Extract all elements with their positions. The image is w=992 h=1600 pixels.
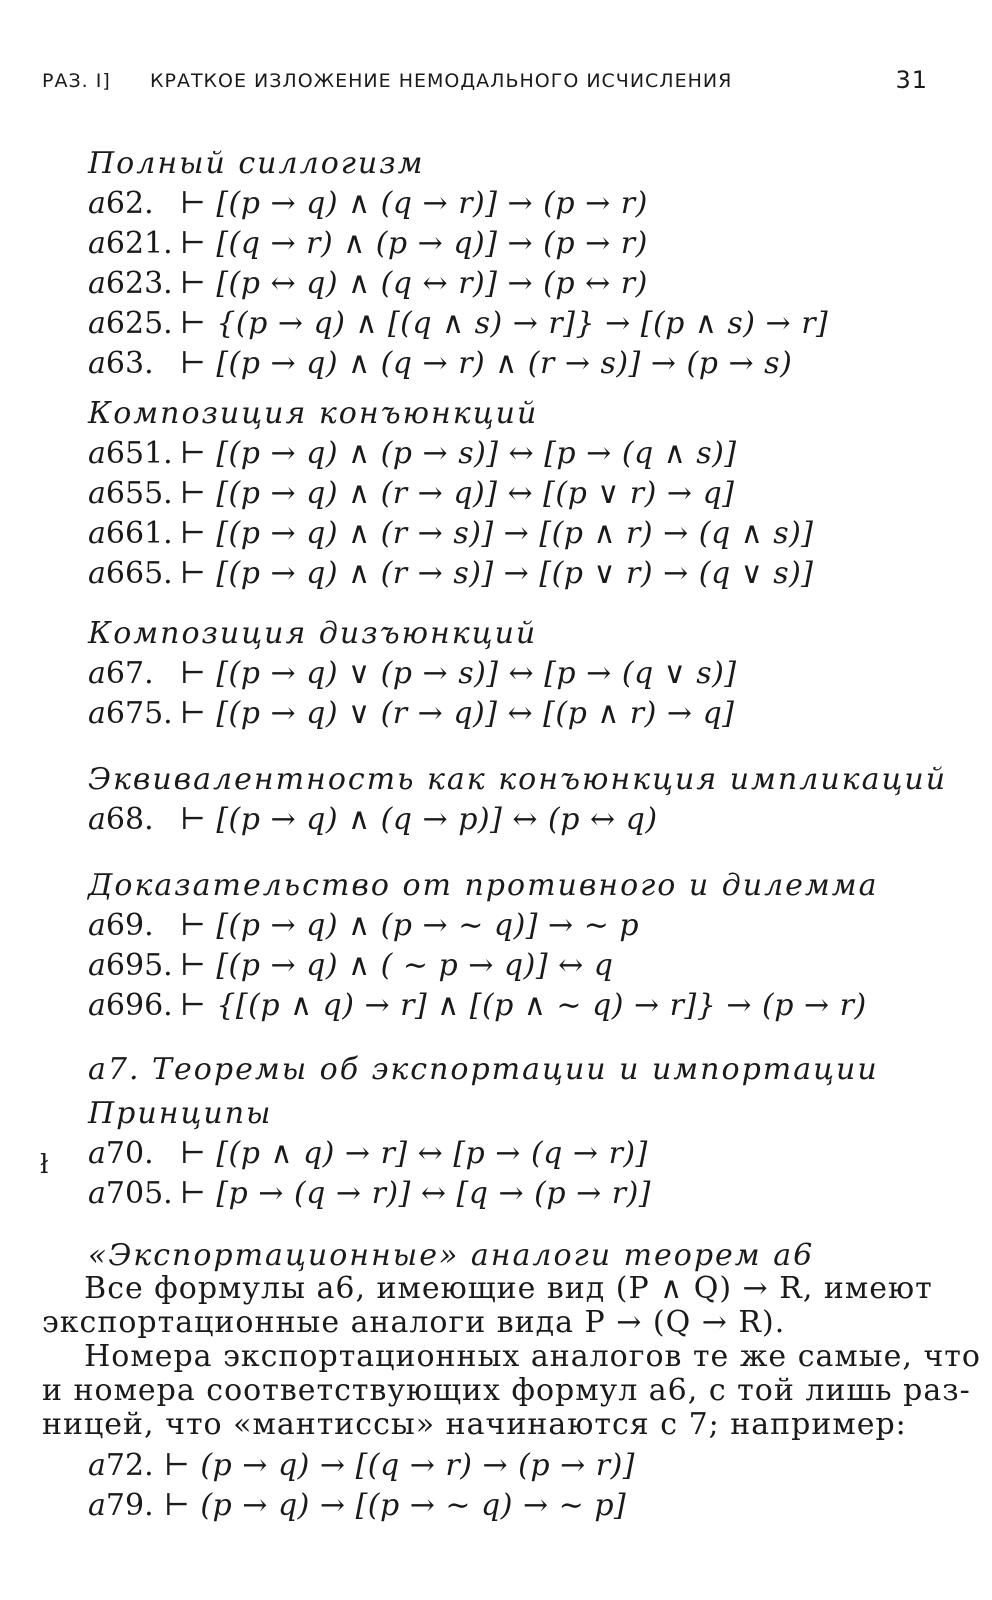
header-title: КРАТКОЕ ИЗЛОЖЕНИЕ НЕМОДАЛЬНОГО ИСЧИСЛЕНИЯ bbox=[150, 70, 733, 92]
formula-row bbox=[88, 1134, 938, 1174]
paragraph-line: ницей, что «мантиссы» начинаются с 7; например: bbox=[42, 1407, 907, 1442]
paragraph-numbering bbox=[42, 1339, 981, 1442]
page-number: 31 bbox=[895, 66, 928, 94]
paragraph-line: Все формулы a6, имеющие вид (P ∧ Q) → R, имеют bbox=[42, 1271, 933, 1306]
formula-label: a70. bbox=[88, 1136, 154, 1171]
formula-expression: ⊢ [(p ∧ q) → r] ↔ [p → (q → r)] bbox=[180, 1136, 648, 1171]
examples-block bbox=[88, 1446, 938, 1526]
formula-row bbox=[88, 344, 938, 384]
formula-row bbox=[88, 906, 938, 946]
section-heading: Доказательство от противного и дилемма bbox=[88, 868, 879, 903]
formula-expression: ⊢ [(p → q) ∧ (q → r)] → (p → r) bbox=[180, 186, 648, 221]
formula-label: a63. bbox=[88, 346, 154, 381]
formula-row bbox=[88, 304, 938, 344]
formula-expression: ⊢ [(p → q) ∧ (r → q)] ↔ [(p ∨ r) → q] bbox=[180, 476, 735, 511]
formula-label: a69. bbox=[88, 908, 154, 943]
section-export-analogues bbox=[88, 1236, 938, 1276]
formula-label: a651. bbox=[88, 436, 173, 471]
section-equivalence bbox=[88, 760, 948, 840]
paragraph-line: Номера экспортационных аналогов те же самые, что bbox=[42, 1339, 981, 1374]
paragraph-line: и номера соответствующих формул a6, с той лишь раз- bbox=[42, 1373, 971, 1408]
formula-label: a621. bbox=[88, 226, 173, 261]
formula-row bbox=[88, 434, 938, 474]
section-heading: «Экспортационные» аналоги теорем a6 bbox=[88, 1238, 815, 1273]
formula-row bbox=[88, 514, 938, 554]
section-heading: Принципы bbox=[88, 1096, 273, 1131]
formula-label: a623. bbox=[88, 266, 173, 301]
formula-expression: ⊢ (p → q) → [(q → r) → (p → r)] bbox=[164, 1448, 636, 1483]
formula-expression: ⊢ [(p → q) ∨ (p → s)] ↔ [p → (q ∨ s)] bbox=[180, 656, 737, 691]
section-ref: РАЗ. I] bbox=[42, 70, 111, 92]
formula-row bbox=[88, 224, 938, 264]
formula-row bbox=[88, 1174, 938, 1214]
section-export-import bbox=[88, 1050, 938, 1090]
section-heading: Композиция конъюнкций bbox=[88, 396, 539, 431]
formula-expression: ⊢ [(p → q) ∧ (r → s)] → [(p ∧ r) → (q ∧ s)] bbox=[180, 516, 814, 551]
formula-label: a68. bbox=[88, 802, 154, 837]
formula-expression: ⊢ [(p → q) ∧ (q → r) ∧ (r → s)] → (p → s) bbox=[180, 346, 793, 381]
section-heading: Полный силлогизм bbox=[88, 146, 425, 181]
formula-row bbox=[88, 474, 938, 514]
section-heading: Композиция дизъюнкций bbox=[88, 616, 538, 651]
formula-row bbox=[88, 800, 938, 840]
formula-expression: ⊢ (p → q) → [(p → ∼ q) → ∼ p] bbox=[164, 1488, 627, 1523]
formula-label: a625. bbox=[88, 306, 173, 341]
formula-expression: ⊢ [(q → r) ∧ (p → q)] → (p → r) bbox=[180, 226, 648, 261]
running-header bbox=[42, 64, 942, 100]
formula-expression: ⊢ [p → (q → r)] ↔ [q → (p → r)] bbox=[180, 1176, 652, 1211]
formula-label: a661. bbox=[88, 516, 173, 551]
section-heading: a7. Теоремы об экспортации и импортации bbox=[88, 1052, 879, 1087]
section-heading: Эквивалентность как конъюнкция импликаций bbox=[88, 762, 948, 797]
formula-label: a696. bbox=[88, 988, 173, 1023]
formula-label: a705. bbox=[88, 1176, 173, 1211]
formula-label: a67. bbox=[88, 656, 154, 691]
formula-label: a79. bbox=[88, 1488, 154, 1523]
margin-mark: ł bbox=[40, 1150, 49, 1180]
formula-row bbox=[88, 184, 938, 224]
formula-label: a665. bbox=[88, 556, 173, 591]
formula-label: a695. bbox=[88, 948, 173, 983]
formula-label: a62. bbox=[88, 186, 154, 221]
formula-expression: ⊢ [(p → q) ∧ (q → p)] ↔ (p ↔ q) bbox=[180, 802, 658, 837]
formula-expression: ⊢ [(p → q) ∧ ( ∼ p → q)] ↔ q bbox=[180, 948, 614, 983]
section-principles bbox=[88, 1094, 938, 1214]
paragraph-line: экспортационные аналоги вида P → (Q → R). bbox=[42, 1305, 786, 1340]
section-conjunction-composition bbox=[88, 394, 938, 594]
formula-expression: ⊢ [(p → q) ∨ (r → q)] ↔ [(p ∧ r) → q] bbox=[180, 696, 735, 731]
formula-expression: ⊢ [(p → q) ∧ (p → ∼ q)] → ∼ p bbox=[180, 908, 640, 943]
paragraph-export-forms bbox=[42, 1271, 933, 1340]
formula-label: a72. bbox=[88, 1448, 154, 1483]
formula-row bbox=[88, 1486, 938, 1526]
section-full-syllogism bbox=[88, 144, 938, 384]
section-reductio-dilemma bbox=[88, 866, 938, 1026]
formula-row bbox=[88, 946, 938, 986]
formula-expression: ⊢ {(p → q) ∧ [(q ∧ s) → r]} → [(p ∧ s) → r] bbox=[180, 306, 829, 341]
formula-row bbox=[88, 986, 938, 1026]
formula-row bbox=[88, 264, 938, 304]
formula-row bbox=[88, 654, 938, 694]
formula-label: a675. bbox=[88, 696, 173, 731]
formula-expression: ⊢ {[(p ∧ q) → r] ∧ [(p ∧ ∼ q) → r]} → (p → r) bbox=[180, 988, 867, 1023]
formula-expression: ⊢ [(p ↔ q) ∧ (q ↔ r)] → (p ↔ r) bbox=[180, 266, 648, 301]
formula-expression: ⊢ [(p → q) ∧ (p → s)] ↔ [p → (q ∧ s)] bbox=[180, 436, 737, 471]
formula-expression: ⊢ [(p → q) ∧ (r → s)] → [(p ∨ r) → (q ∨ s)] bbox=[180, 556, 814, 591]
section-disjunction-composition bbox=[88, 614, 938, 734]
formula-row bbox=[88, 1446, 938, 1486]
formula-row bbox=[88, 554, 938, 594]
formula-row bbox=[88, 694, 938, 734]
formula-label: a655. bbox=[88, 476, 173, 511]
